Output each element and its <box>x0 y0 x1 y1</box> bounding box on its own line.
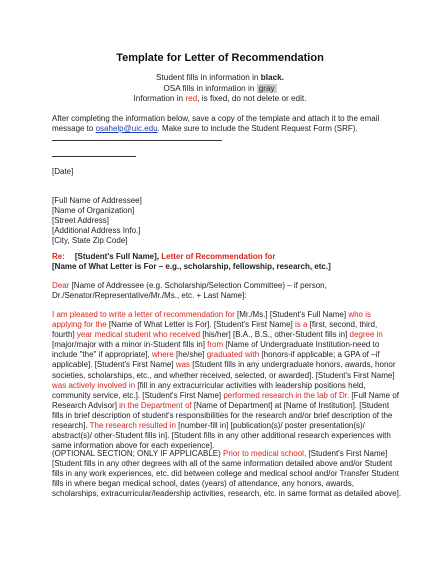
body-paragraph-1 <box>52 310 402 451</box>
intro-text: After completing the information below, save a copy of the template and attach it to the email message to <box>52 114 380 134</box>
body-paragraph-2 <box>52 449 402 499</box>
legend-red-word: red <box>185 94 198 103</box>
fixed-text-run: is a <box>294 320 308 330</box>
address-line: [Full Name of Addressee] <box>52 196 142 205</box>
salutation-word: Dear <box>52 281 70 290</box>
legend-gray-word: gray <box>258 83 275 93</box>
fixed-text-run: from <box>207 340 224 350</box>
address-block <box>52 196 402 246</box>
fill-in-text-run: [his/her] [B.A., B.S., other-Student fills in] <box>200 330 350 340</box>
date-field: [Date] <box>52 167 74 176</box>
fill-in-text-run: [fill in any extracurricular activities with leadership positions held, community service, etc.]. [Student's First Name] <box>52 380 366 400</box>
fixed-text-run: in the Department of <box>119 400 192 410</box>
legend-red-prefix: Information in <box>133 94 184 103</box>
fill-in-text-run: [first, second, third, fourth] <box>52 320 378 340</box>
intro-text-2: . Make sure to include the Student Request Form (SRF). <box>157 124 358 134</box>
fill-in-text-run: [Mr./Ms.] [Student's Full Name] <box>234 310 349 319</box>
salutation-text: [Name of Addressee (e.g. Scholarship/Selection Committee) – if person, Dr./Senator/Representative/Mr./Ms., etc. + Last Name]: <box>52 281 327 301</box>
signature-line <box>52 134 222 141</box>
re-purpose: [Name of What Letter is For – e.g., scholarship, fellowship, research, etc.] <box>52 262 331 272</box>
fill-in-text-run: (OPTIONAL SECTION; ONLY IF APPLICABLE) <box>52 449 224 458</box>
address-line: [Name of Organization] <box>52 206 135 216</box>
fill-in-text-run: [Student's First Name] [Student fills in any other degrees with all of the same information detailed above and/or Student fills in any work experiences, etc. did between college and medical school and/or Transfer Student fills in where began medical school, dates (years) of attendance, any honors, awards, scholarships, extracurricular/leadership activities, research, etc. in same format as detailed above]. <box>52 449 402 499</box>
re-letter-for: Letter of Recommendation for <box>161 252 276 261</box>
legend-line-black <box>0 73 440 84</box>
legend-red-suffix: is fixed, do not delete or edit. <box>201 94 307 103</box>
fill-in-text-run: [Name of What Letter is For]. [Student's First Name] <box>106 320 295 330</box>
re-student-name: [Student's Full Name], <box>74 252 160 261</box>
legend-line-gray <box>0 84 440 95</box>
fixed-text-run: Prior to medical school, <box>223 449 307 458</box>
legend-line-red: Information in red, is fixed, do not delete or edit. <box>133 94 307 103</box>
address-line: [City, State Zip Code] <box>52 236 128 246</box>
legend-black-text: Student fills in information in <box>156 73 259 82</box>
legend-gray-text: OSA fills in information in <box>163 83 255 93</box>
email-link[interactable]: osahelp@uic.edu <box>95 124 158 134</box>
fill-in-text-run: [Full Name of Research Advisor] <box>52 390 399 410</box>
fill-in-text-run: [number-fill in] [publication(s)/ poster presentation(s)/ abstract(s)/ other-Student fills in]. [Student fills in any other additional research experiences with same information above for each experience]. <box>52 421 391 451</box>
fixed-text-run: where <box>151 350 174 360</box>
color-legend <box>0 73 440 105</box>
address-line: [Street Address] <box>52 216 109 226</box>
fixed-text-run: I am pleased to write a letter of recommendation for <box>52 310 235 319</box>
legend-black-word: black. <box>260 73 284 82</box>
fill-in-text-run: [honors-if applicable; a GPA of –if applicable]. [Student's First Name] <box>52 350 380 370</box>
fixed-text-run: was actively involved in <box>52 380 136 390</box>
separator-line <box>52 156 136 157</box>
fixed-text-run: degree in <box>349 330 383 340</box>
fill-in-text-run: [major/major with a minor in-Student fills in] <box>52 340 208 350</box>
fixed-text-run: performed research in the lab of Dr. <box>223 390 350 400</box>
fill-in-text-run: [Name of Undergraduate Institution-need to include "the" if appropriate], <box>52 340 380 360</box>
fill-in-text-run: [Name of Department] at [Name of Institution]. [Student fills in brief description of student's responsibilities for the research and/or brief description of the research]. <box>52 400 393 431</box>
intro-paragraph <box>52 114 402 144</box>
fixed-text-run: was <box>175 360 191 370</box>
salutation <box>52 281 402 301</box>
fill-in-text-run: [he/she] <box>173 350 207 360</box>
re-label: Re: <box>52 252 65 261</box>
fill-in-text-run: [Student fills in any undergraduate honors, awards, honor societies, scholarships, etc., and whether received, selected, or awarded]. [Student's First Name] <box>52 360 396 380</box>
fixed-text-run: The research resulted in <box>89 421 176 431</box>
fixed-text-run: who is applying for the <box>52 310 372 330</box>
fixed-text-run: graduated with <box>206 350 260 360</box>
fixed-text-run: year medical student who received <box>76 330 201 340</box>
re-line <box>52 252 402 272</box>
address-line: [Additional Address Info.] <box>52 226 141 236</box>
document-title: Template for Letter of Recommendation <box>116 52 324 64</box>
